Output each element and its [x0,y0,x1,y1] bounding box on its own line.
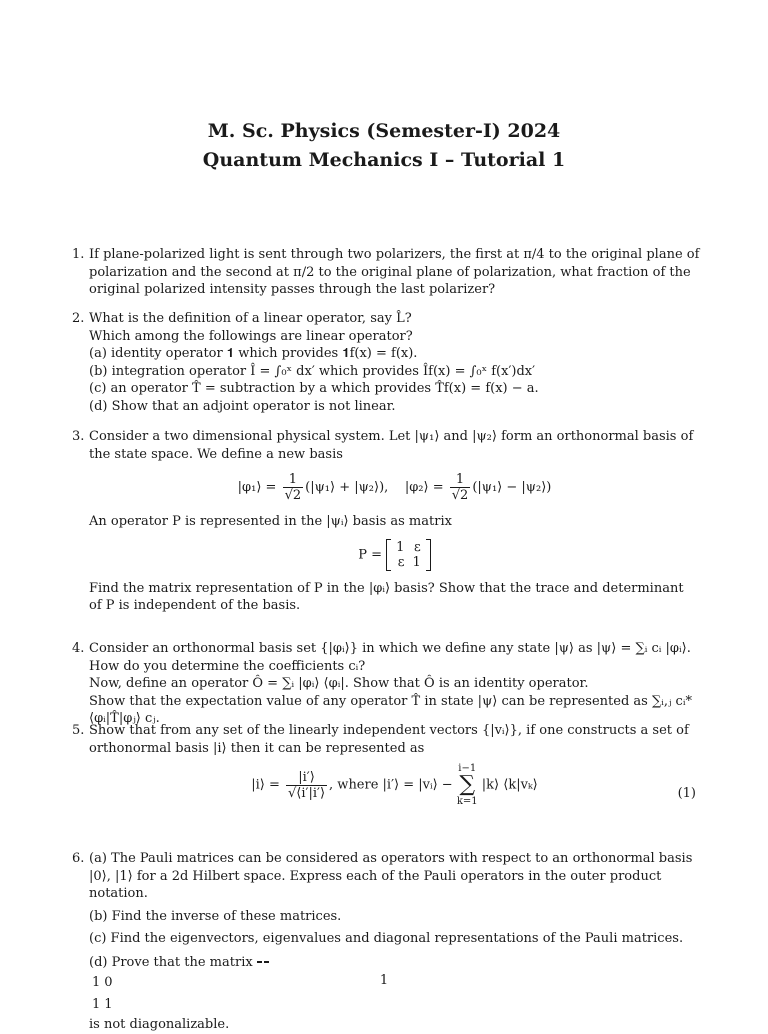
fraction [450,472,471,503]
fraction [286,770,327,801]
question-text: Find the matrix representation of P in the |φᵢ⟩ basis? Show that the trace and determinant of P is independent of the basis. [89,580,684,613]
question-text: Show that the expectation value of any operator T̂ in state |ψ⟩ can be represented as ∑ᵢ,ⱼ cᵢ* ⟨φᵢ|T̂|φⱼ⟩ cⱼ. [89,693,692,726]
question-text: Which among the followings are linear operator? [89,328,413,344]
question-part-a: (a) The Pauli matrices can be considered as operators with respect to an orthonormal basis |0⟩, |1⟩ for a 2d Hilbert space. Express each of the Pauli operators in the outer product notation. [89,851,693,901]
question-number: 1. [72,247,85,262]
question-part-d: (d) Show that an adjoint operator is not linear. [89,398,396,414]
sum-symbol: ∑ [459,772,476,797]
matrix-cell: 0 [104,975,113,990]
equation-text: , where |i′⟩ = |vᵢ⟩ − [329,777,453,793]
tutorial-title: Quantum Mechanics I – Tutorial 1 [202,149,566,171]
equation-number: (1) [677,786,696,801]
fraction-denominator: √2 [451,488,469,503]
question-text: (d) Prove that the matrix [89,954,253,970]
question-part-c: (c) Find the eigenvectors, eigenvalues and diagonal representations of the Pauli matrices. [89,931,684,946]
question-2 [72,310,700,415]
question-3 [72,428,700,615]
matrix-cell: 1 [104,996,113,1012]
matrix-cell: 1 [92,996,101,1012]
question-number: 2. [72,311,85,326]
equation-text: |i⟩ = [251,777,280,793]
fraction [283,472,304,503]
fraction-denominator: √2 [284,488,302,503]
sum-upper-limit: i−1 [458,763,477,774]
sum-lower-limit: k=1 [456,796,478,807]
equation-text: |k⟩ ⟨k|vₖ⟩ [481,777,538,793]
question-4 [72,640,700,728]
question-number: 3. [72,429,85,444]
matrix-p [386,539,431,571]
page-number: 1 [379,973,389,988]
question-part-b: (b) integration operator Î = ∫₀ˣ dx′ which provides Îf(x) = ∫₀ˣ f(x′)dx′ [89,363,536,379]
question-text: Show that from any set of the linearly independent vectors {|vᵢ⟩}, if one constructs a set of orthonormal basis |i⟩ then it can be represented as [89,723,689,756]
question-6 [72,850,700,1034]
question-part-b: (b) Find the inverse of these matrices. [89,908,342,924]
question-part-c: (c) an operator T̂ = subtraction by a which provides T̂f(x) = f(x) − a. [89,381,539,396]
question-number: 4. [72,641,85,656]
question-text: If plane-polarized light is sent through two polarizers, the first at π/4 to the original plane of polarization and the second at π/2 to the original plane of polarization, what fraction of the original polarized intensity passes through the last polarizer? [89,247,700,297]
equation-text: (|ψ₁⟩ − |ψ₂⟩) [472,480,552,495]
question-part-a: (a) identity operator 𝟏 which provides 𝟏f(x) = f(x). [89,346,418,361]
equation-text: (|ψ₁⟩ + |ψ₂⟩), [305,480,389,495]
matrix-equation [89,539,700,571]
question-text: Consider a two dimensional physical system. Let |ψ₁⟩ and |ψ₂⟩ form an orthonormal basis of the state space. We define a new basis [89,429,694,462]
question-part-d [89,954,700,972]
question-number: 6. [72,851,85,866]
question-text: Now, define an operator Ô = ∑ᵢ |φᵢ⟩ ⟨φᵢ|. Show that Ô is an identity operator. [89,676,589,691]
matrix-cell: 1 [92,975,101,990]
fraction-numerator: 1 [283,472,304,488]
fraction-numerator: 1 [450,472,471,488]
question-text: An operator P is represented in the |ψᵢ⟩ basis as matrix [89,514,452,529]
matrix-example [257,961,269,963]
summation [457,763,478,807]
question-text: is not diagonalizable. [89,1017,230,1032]
fraction-numerator: |i′⟩ [286,770,327,786]
basis-equation [89,472,700,503]
matrix-cell: ε [413,539,421,555]
equation-text: P = [358,547,383,562]
course-title: M. Sc. Physics (Semester-I) 2024 [207,120,561,142]
equation-text: |φ₂⟩ = [404,480,444,495]
question-5 [72,722,700,807]
question-number: 5. [72,723,85,738]
question-1 [72,246,700,299]
question-text: What is the definition of a linear operator, say L̂? [89,311,412,326]
orthonormal-basis-equation [89,763,700,807]
equation-text: |φ₁⟩ = [237,480,277,495]
fraction-denominator: √⟨i′|i′⟩ [288,785,326,801]
matrix-cell: ε [397,554,405,570]
question-text: Consider an orthonormal basis set {|φᵢ⟩} in which we define any state |ψ⟩ as |ψ⟩ = ∑ᵢ cᵢ |φᵢ⟩. How do you determine the coefficients cᵢ? [89,641,691,674]
matrix-cell: 1 [396,539,405,555]
matrix-cell: 1 [412,554,421,570]
